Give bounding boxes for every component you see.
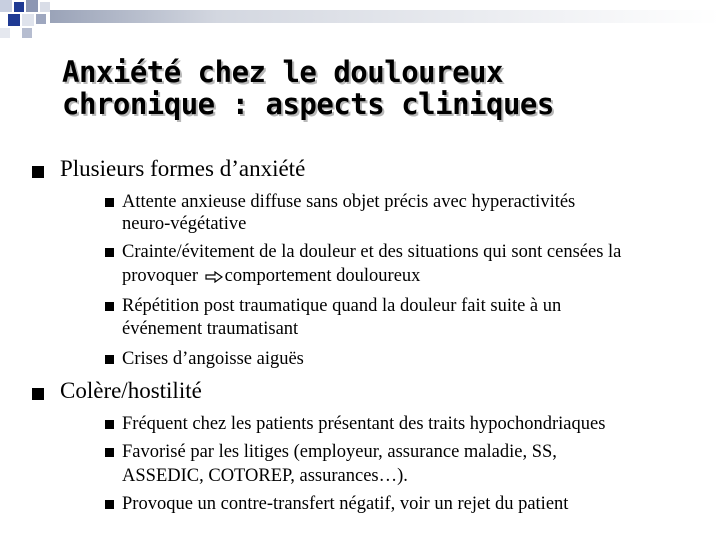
slide-title bbox=[62, 56, 702, 120]
square-bullet-icon bbox=[105, 248, 114, 257]
square-bullet-icon bbox=[105, 500, 114, 509]
list-item: Attente anxieuse diffuse sans objet précis avec hyperactivités bbox=[122, 192, 576, 212]
square-bullet-icon bbox=[105, 355, 114, 364]
square-bullet-icon bbox=[32, 388, 44, 400]
list-item-text: provoquer bbox=[122, 266, 203, 286]
list-item: Favorisé par les litiges (employeur, assurance maladie, SS, bbox=[122, 442, 557, 462]
section-heading-anxiety: Plusieurs formes d’anxiété bbox=[60, 156, 306, 181]
title-line-2: chronique : aspects cliniques bbox=[62, 87, 554, 121]
list-item: Fréquent chez les patients présentant des traits hypochondriaques bbox=[122, 414, 606, 434]
square-bullet-icon bbox=[105, 420, 114, 429]
square-bullet-icon bbox=[105, 448, 114, 457]
list-item-continuation: ASSEDIC, COTOREP, assurances…). bbox=[122, 466, 408, 486]
list-item: Crainte/évitement de la douleur et des situations qui sont censées la bbox=[122, 242, 622, 262]
list-item-continuation: neuro-végétative bbox=[122, 214, 247, 234]
outline-right-arrow-icon bbox=[205, 271, 223, 283]
list-item-text: comportement douloureux bbox=[224, 266, 421, 286]
list-item-continuation: événement traumatisant bbox=[122, 319, 299, 339]
square-bullet-icon bbox=[32, 166, 44, 178]
list-item: Crises d’angoisse aiguës bbox=[122, 349, 304, 369]
header-decoration bbox=[0, 0, 720, 40]
square-bullet-icon bbox=[105, 302, 114, 311]
list-item: Provoque un contre-transfert négatif, voir un rejet du patient bbox=[122, 494, 569, 514]
list-item: Répétition post traumatique quand la douleur fait suite à un bbox=[122, 296, 562, 316]
title-line-1: Anxiété chez le douloureux bbox=[62, 55, 503, 89]
square-bullet-icon bbox=[105, 198, 114, 207]
list-item-continuation bbox=[122, 264, 420, 288]
section-heading-anger: Colère/hostilité bbox=[60, 378, 202, 403]
